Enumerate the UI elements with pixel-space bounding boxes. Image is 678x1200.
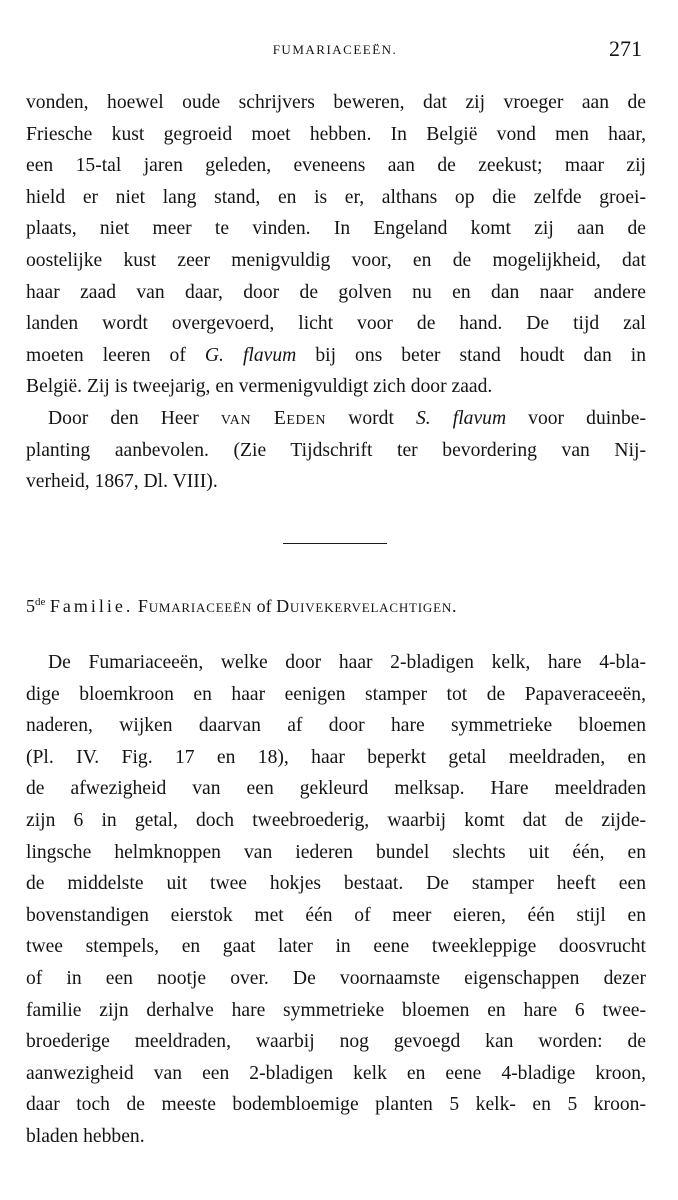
page-header [28,36,642,68]
family-alt-name: Duivekervelachtigen. [276,596,458,616]
text-segment: moeten leeren of [26,344,205,366]
text-line [26,403,646,435]
text-line: daar toch de meeste bodembloemige planten 5 kelk- en 5 kroon- [26,1094,646,1116]
family-label: Familie. [49,596,134,616]
species-name: S. flavum [416,408,507,429]
text-line: oostelijke kust zeer menigvuldig voor, en de mogelijkheid, dat [26,249,646,271]
text-line: haar zaad van daar, door de golven nu en dan naar andere [26,281,646,303]
text-line: naderen, wijken daarvan af door hare symmetrieke bloemen [26,715,646,737]
section-divider [283,543,387,544]
text-segment: wordt [326,408,416,429]
family-number: 5 [26,596,35,616]
text-line: De Fumariaceeën, welke door haar 2-bladigen kelk, hare 4-bla- [48,652,646,673]
author-name: van Eeden [220,408,327,429]
running-title: FUMARIACEEËN. [272,42,398,57]
text-line: of in een nootje over. De voornaamste eigenschappen dezer [26,967,646,989]
text-line: Friesche kust gegroeid moet hebben. In België vond men haar, [26,123,646,145]
family-connector: of [256,596,272,616]
text-line: hield er niet lang stand, en is er, althans op die zelfde groei- [26,186,646,208]
text-line: lingsche helmknoppen van iederen bundel slechts uit één, en [26,841,646,863]
species-name: G. flavum [204,344,297,366]
text-line: de middelste uit twee hokjes bestaat. De stamper heeft een [26,873,646,895]
text-line: de afwezigheid van een gekleurd melksap. Hare meeldraden [26,778,646,800]
text-line: verheid, 1867, Dl. VIII). [26,471,218,493]
text-line: plaats, niet meer te vinden. In Engeland komt zij aan de [26,218,646,240]
text-segment: bij ons beter stand houdt dan in [296,344,647,366]
text-line [26,340,646,372]
text-line: een 15-tal jaren geleden, eveneens aan de zeekust; maar zij [26,155,646,177]
family-heading [26,596,646,617]
text-segment: Door den Heer [48,408,221,429]
text-line: bladen hebben. [26,1125,145,1147]
text-line: broederige meeldraden, waarbij nog gevoegd kan worden: de [26,1031,646,1053]
text-line: zijn 6 in getal, doch tweebroederig, waarbij komt dat de zijde- [26,809,646,831]
text-line: dige bloemkroon en haar eenigen stamper tot de Papaveraceeën, [26,683,646,705]
paragraph-continuation [26,87,646,403]
text-segment: voor duinbe- [506,408,646,429]
text-line: (Pl. IV. Fig. 17 en 18), haar beperkt getal meeldraden, en [26,746,646,768]
text-line: aanwezigheid van een 2-bladigen kelk en eene 4-bladige kroon, [26,1062,646,1084]
page-number: 271 [609,36,642,61]
text-line: landen wordt overgevoerd, licht voor de hand. De tijd zal [26,313,646,335]
text-line: vonden, hoewel oude schrijvers beweren, dat zij vroeger aan de [26,92,646,113]
text-line: twee stempels, en gaat later in eene tweekleppige doosvrucht [26,936,646,958]
text-line: planting aanbevolen. (Zie Tijdschrift ter bevordering van Nij- [26,439,646,461]
family-name: Fumariaceeën [137,596,253,616]
family-ordinal: de [35,596,46,608]
text-line: bovenstandigen eierstok met één of meer eieren, één stijl en [26,904,646,926]
paragraph-family-description [26,647,646,1153]
text-line: familie zijn derhalve hare symmetrieke bloemen en hare 6 twee- [26,999,646,1021]
text-line: België. Zij is tweejarig, en vermenigvuldigt zich door zaad. [26,376,493,398]
paragraph-recommendation [26,403,646,498]
